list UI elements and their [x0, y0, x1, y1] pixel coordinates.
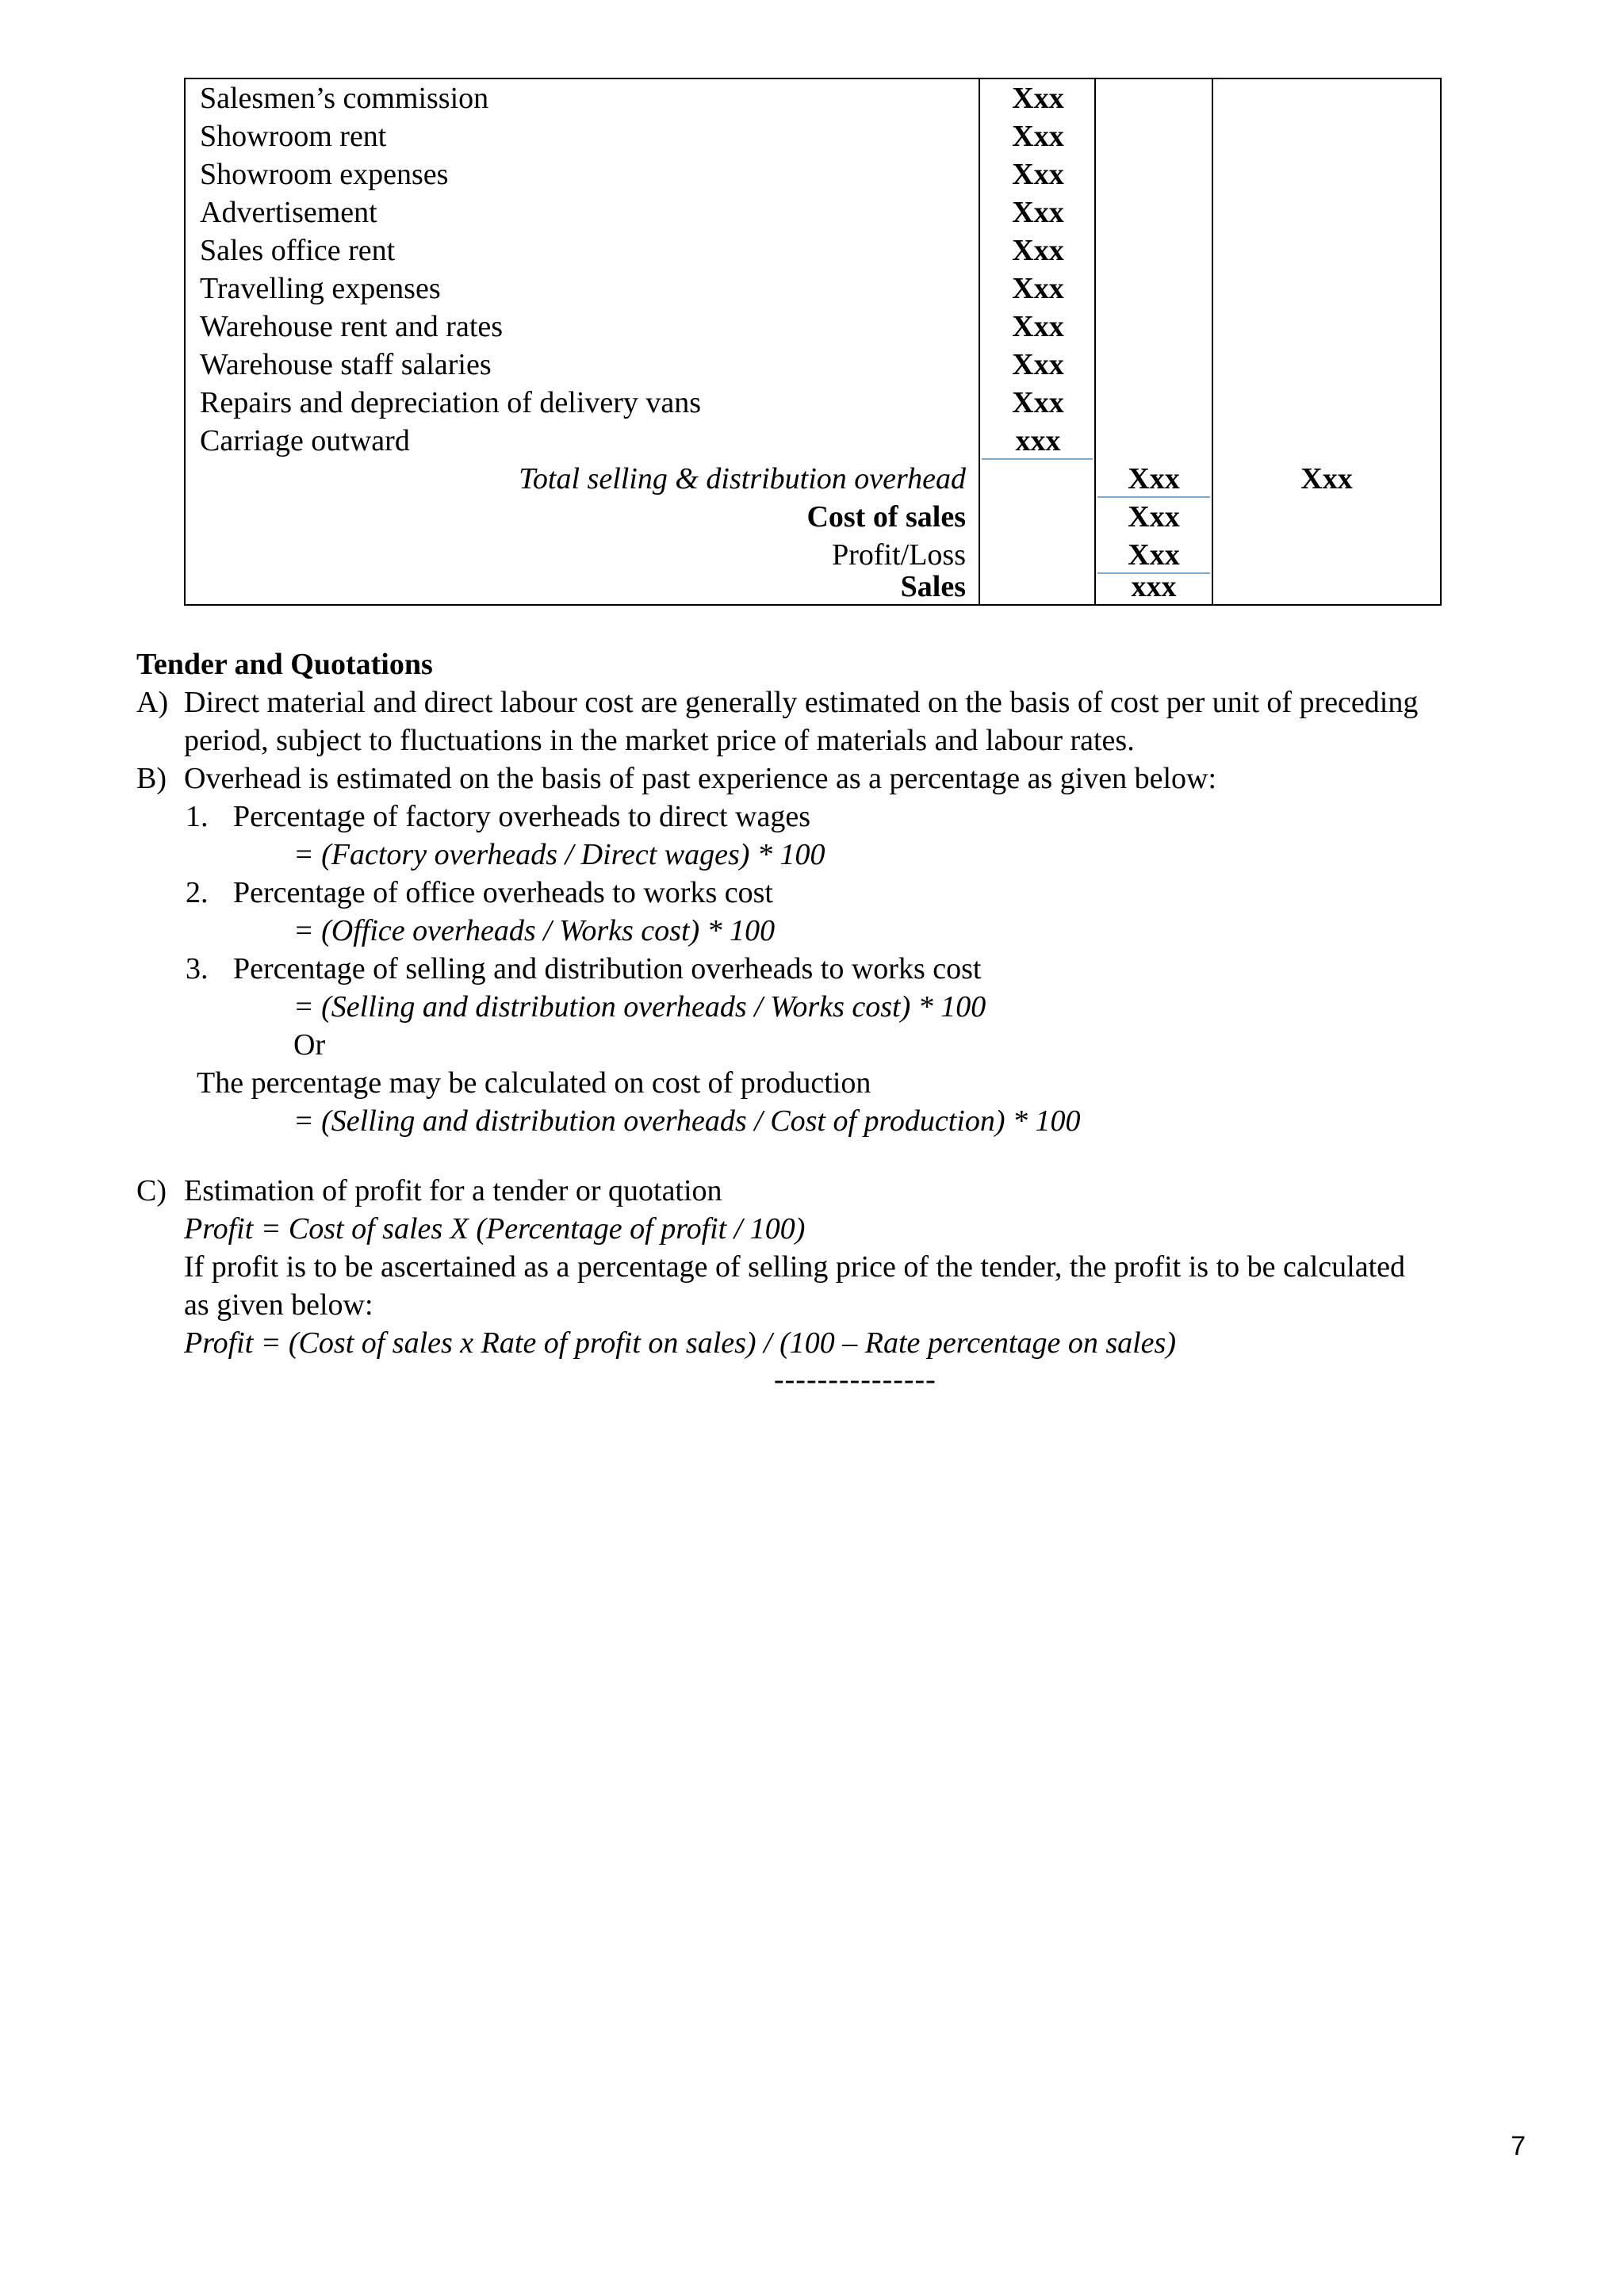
total-value: Xxx	[1128, 462, 1180, 496]
table-row	[186, 346, 1440, 384]
formula: = (Selling and distribution overheads / Works cost) * 100	[293, 990, 986, 1024]
paragraph-a-line2: period, subject to fluctuations in the market price of materials and labour rates.	[184, 724, 1135, 757]
or-text: Or	[293, 1028, 326, 1062]
item-label: Warehouse staff salaries	[200, 348, 492, 381]
item-value: Xxx	[1012, 120, 1064, 153]
paragraph-c-line1: If profit is to be ascertained as a percentage of selling price of the tender, the profit is to be calculated	[184, 1250, 1406, 1284]
cost-of-sales-row	[186, 498, 1440, 536]
item-label: Showroom rent	[200, 120, 387, 153]
formula: = (Factory overheads / Direct wages) * 100	[293, 838, 825, 871]
item-value: Xxx	[1012, 348, 1064, 381]
item-label: Carriage outward	[200, 424, 410, 457]
sales-value: xxx	[1131, 570, 1177, 603]
table-row	[186, 270, 1440, 308]
profit-loss-value: Xxx	[1128, 538, 1180, 572]
table-row	[186, 232, 1440, 270]
paragraph-c-line2: as given below:	[184, 1288, 373, 1322]
list-item: Percentage of factory overheads to direct wages	[233, 800, 810, 833]
paragraph-c: Estimation of profit for a tender or quotation	[184, 1174, 722, 1207]
table-row	[186, 308, 1440, 346]
section-heading: Tender and Quotations	[136, 648, 433, 681]
item-value: Xxx	[1012, 158, 1064, 191]
total-label: Total selling & distribution overhead	[519, 462, 966, 496]
table-row	[186, 193, 1440, 232]
item-label: Sales office rent	[200, 234, 396, 267]
list-number: 1.	[186, 800, 209, 833]
list-number: 3.	[186, 952, 209, 985]
profit-loss-label: Profit/Loss	[832, 538, 966, 572]
list-item: Percentage of office overheads to works cost	[233, 876, 773, 909]
sales-row	[186, 568, 1440, 606]
item-value: Xxx	[1012, 272, 1064, 305]
formula: Profit = Cost of sales X (Percentage of profit / 100)	[184, 1212, 806, 1246]
list-marker-c: C)	[136, 1174, 167, 1207]
item-label: Advertisement	[200, 196, 377, 229]
formula: = (Selling and distribution overheads / Cost of production) * 100	[293, 1104, 1081, 1138]
item-value: Xxx	[1012, 196, 1064, 229]
cost-sheet-table	[184, 78, 1442, 606]
item-value: xxx	[1015, 424, 1061, 457]
total-row	[186, 460, 1440, 498]
item-label: Showroom expenses	[200, 158, 449, 191]
list-number: 2.	[186, 876, 209, 909]
cost-of-sales-label: Cost of sales	[806, 500, 966, 534]
table-row	[186, 79, 1440, 117]
item-value: Xxx	[1012, 310, 1064, 343]
list-marker-b: B)	[136, 762, 167, 795]
item-label: Repairs and depreciation of delivery vans	[200, 386, 702, 419]
formula: Profit = (Cost of sales x Rate of profit on sales) / (100 – Rate percentage on sales)	[184, 1326, 1176, 1360]
table-row	[186, 155, 1440, 193]
item-label: Warehouse rent and rates	[200, 310, 504, 343]
alt-text: The percentage may be calculated on cost of production	[197, 1066, 871, 1100]
end-rule: ---------------	[774, 1363, 936, 1396]
cost-of-sales-value: Xxx	[1128, 500, 1180, 534]
item-value: Xxx	[1012, 234, 1064, 267]
formula: = (Office overheads / Works cost) * 100	[293, 914, 776, 947]
paragraph-a-line1: Direct material and direct labour cost are generally estimated on the basis of cost per unit of preceding	[184, 686, 1419, 719]
item-value: Xxx	[1012, 82, 1064, 115]
page-number: 7	[1511, 2131, 1526, 2161]
total-value: Xxx	[1300, 462, 1353, 496]
table-row	[186, 384, 1440, 422]
item-value: Xxx	[1012, 386, 1064, 419]
item-label: Salesmen’s commission	[200, 82, 489, 115]
item-label: Travelling expenses	[200, 272, 441, 305]
list-marker-a: A)	[136, 686, 169, 719]
table-row	[186, 422, 1440, 460]
list-item: Percentage of selling and distribution overheads to works cost	[233, 952, 982, 985]
sales-label: Sales	[900, 570, 966, 603]
table-row	[186, 117, 1440, 155]
paragraph-b: Overhead is estimated on the basis of past experience as a percentage as given below:	[184, 762, 1217, 795]
